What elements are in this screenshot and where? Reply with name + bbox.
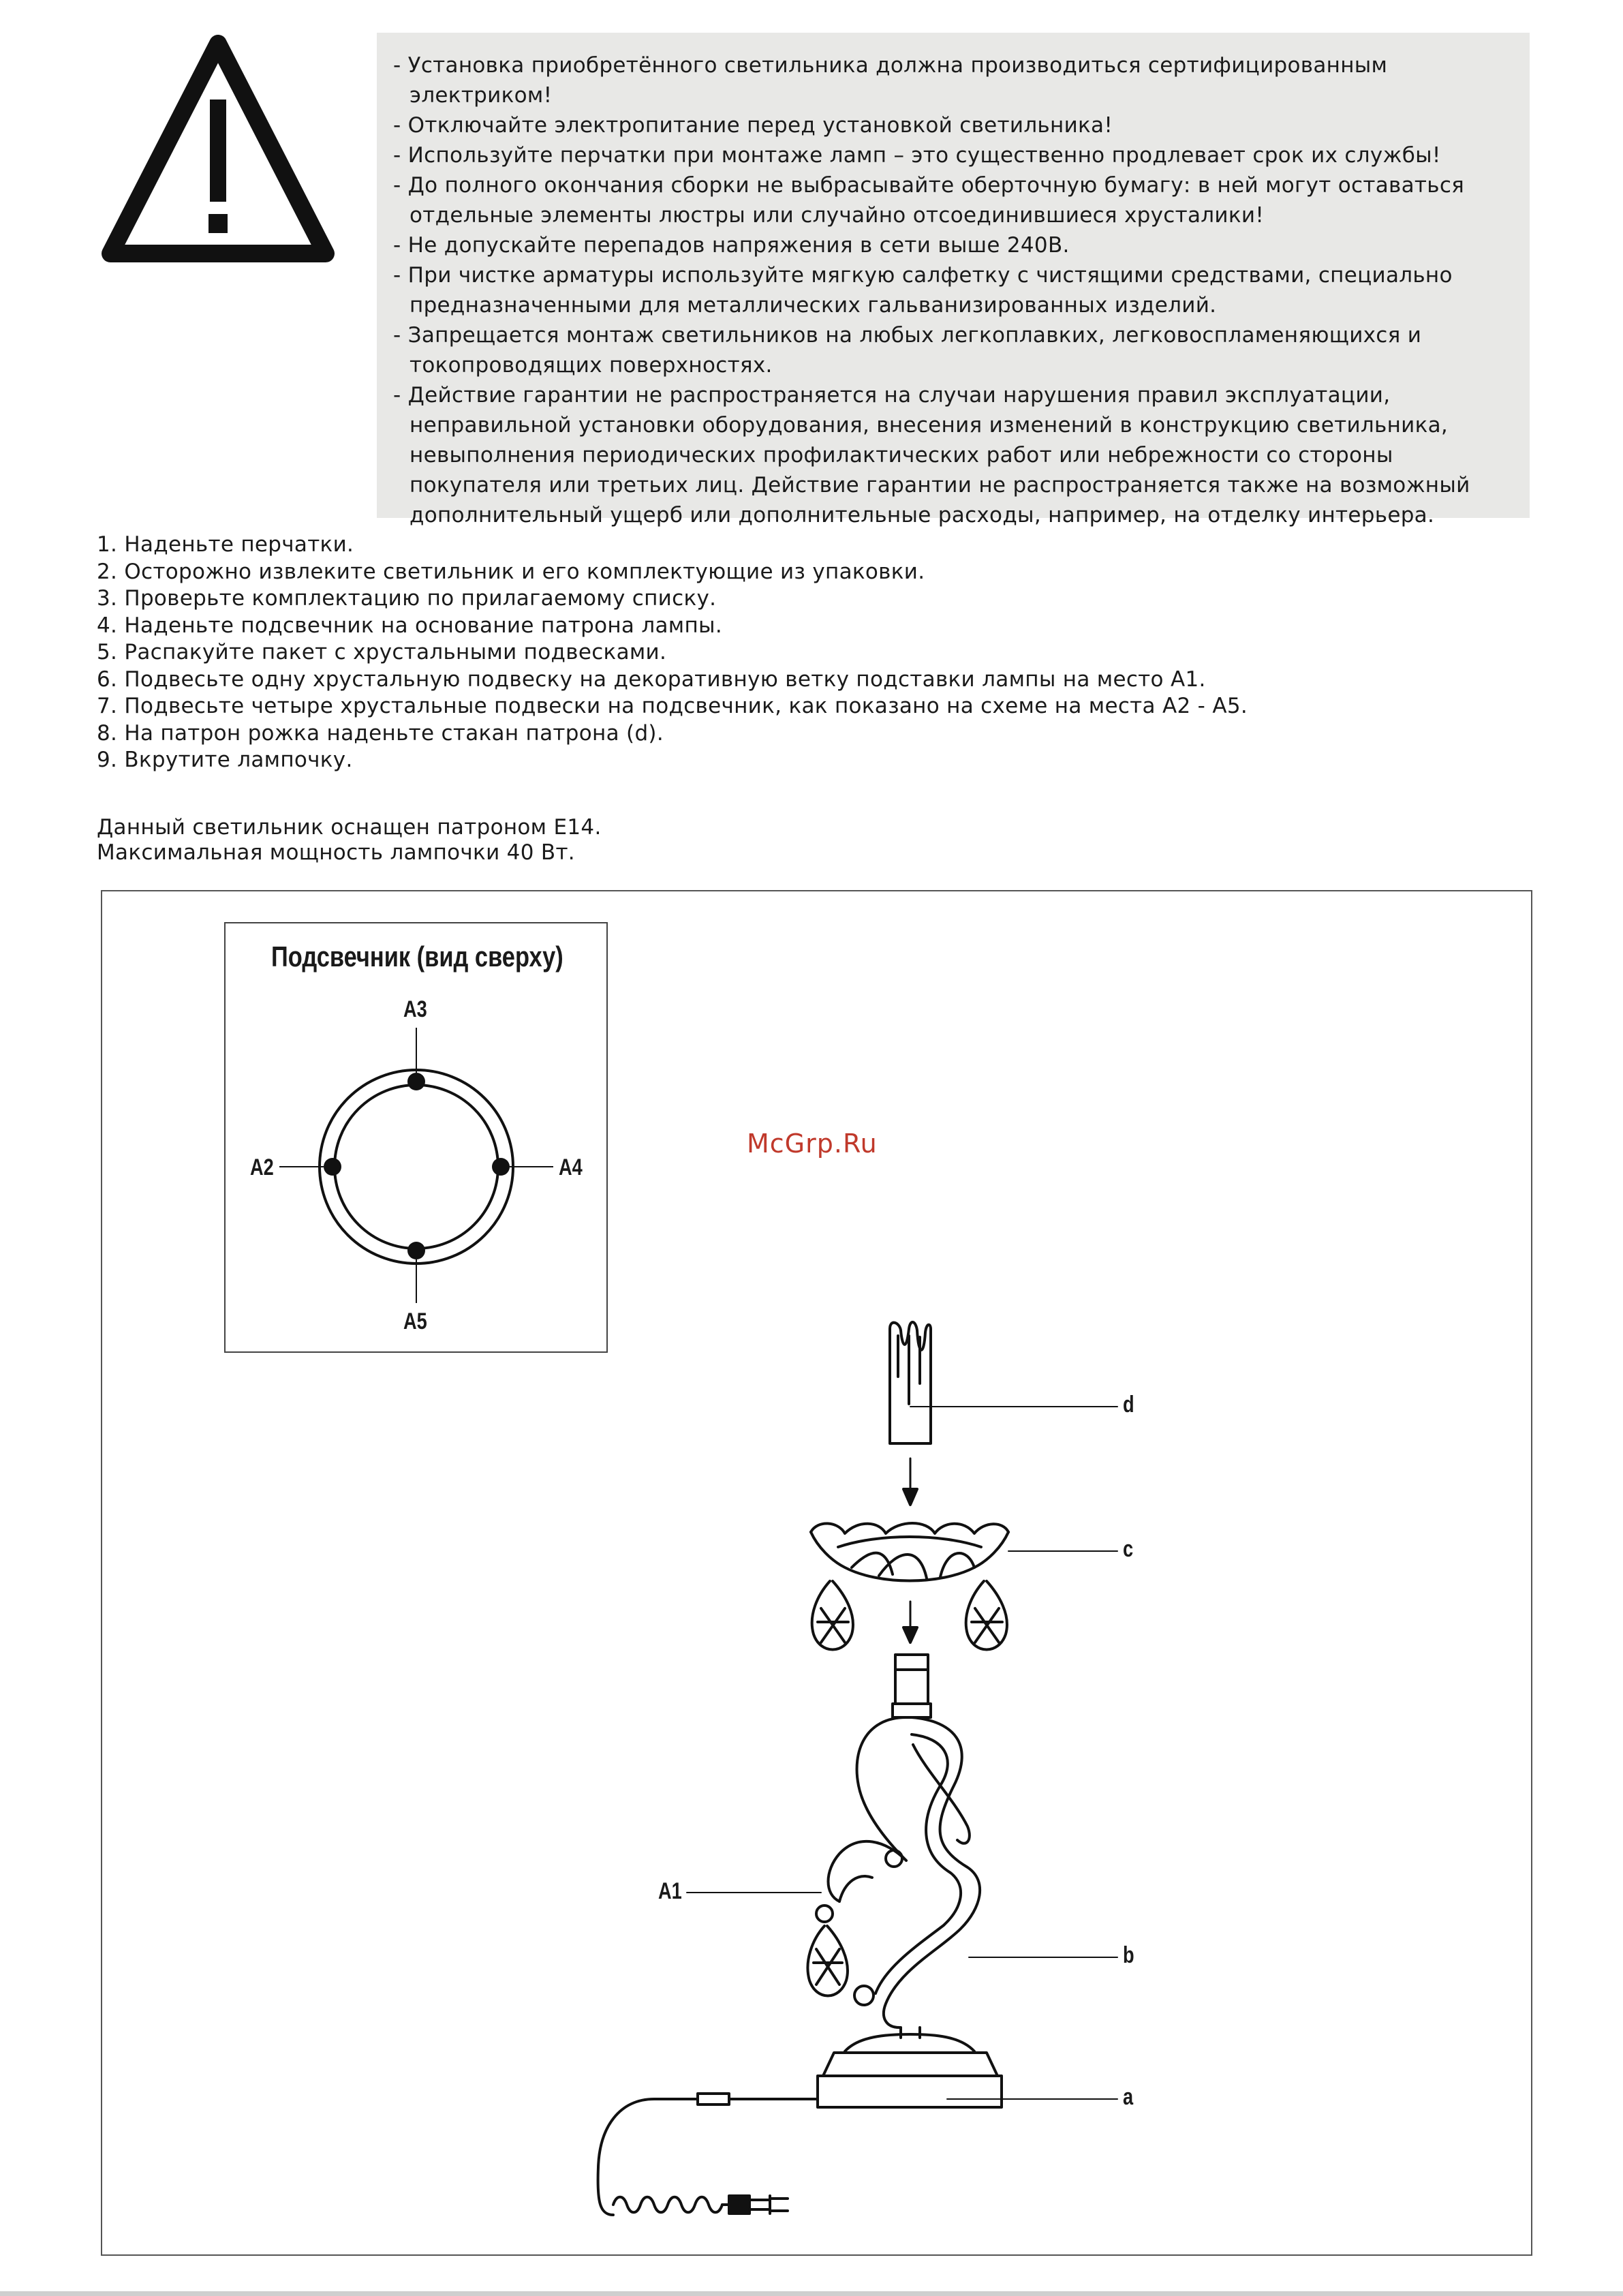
label-a3: А3 [403, 996, 427, 1022]
part-label-a1: A1 [658, 1878, 682, 1904]
warning-box [377, 33, 1530, 527]
step-item: 7. Подвесьте четыре хрустальные подвески на подсвечник, как показано на схеме на места А2 - А5. [97, 694, 1248, 718]
part-label-b: b [1123, 1942, 1134, 1968]
installation-steps [97, 532, 1528, 774]
part-label-c: c [1123, 1536, 1134, 1562]
step-item: 3. Проверьте комплектацию по прилагаемому списку. [97, 586, 717, 611]
socket-note: Данный светильник оснащен патроном Е14. [97, 815, 602, 840]
step-item: 9. Вкрутите лампочку. [97, 748, 353, 772]
warning-triangle-icon [101, 31, 335, 263]
part-label-d: d [1123, 1392, 1134, 1418]
inset-title: Подсвечник (вид сверху) [271, 940, 563, 973]
watermark: McGrp.Ru [747, 1129, 878, 1159]
warning-item: - Не допускайте перепадов напряжения в сети выше 240В. [393, 233, 1070, 258]
warning-item: - Запрещается монтаж светильников на любых легкоплавких, легковоспламеняющихся и токопроводящих поверхностях. [393, 323, 1422, 378]
candle-cup-top-view-frame [224, 922, 608, 1353]
warning-item: - При чистке арматуры используйте мягкую салфетку с чистящими средствами, специально предназначенными для металлических гальванизированных изделий. [393, 263, 1453, 318]
warning-item: - Используйте перчатки при монтаже ламп – это существенно продлевает срок их службы! [393, 143, 1441, 168]
step-item: 5. Распакуйте пакет с хрустальными подвесками. [97, 640, 667, 664]
label-a4: А4 [559, 1154, 583, 1180]
step-item: 1. Наденьте перчатки. [97, 532, 354, 557]
step-item: 6. Подвесьте одну хрустальную подвеску на декоративную ветку подставки лампы на место А1. [97, 667, 1206, 692]
step-item: 8. На патрон рожка наденьте стакан патрона (d). [97, 720, 664, 746]
warning-item: - До полного окончания сборки не выбрасывайте оберточную бумагу: в ней могут оставаться отдельные элементы люстры или случайно отсоединившиеся хрусталики! [393, 173, 1465, 228]
part-label-a: a [1123, 2084, 1134, 2110]
warning-item: - Действие гарантии не распространяется на случаи нарушения правил эксплуатации, неправильной установки оборудования, внесения изменений в конструкцию светильника, невыполнения периодических профилактических работ или небрежности со стороны покупателя или третьих лиц. Действие гарантии не распространяется также на возможный дополнительный ущерб или дополнительные расходы, например, на отделку интерьера. [393, 383, 1470, 527]
bottom-rule [0, 2291, 1623, 2296]
step-item: 4. Наденьте подсвечник на основание патрона лампы. [97, 613, 722, 638]
label-a5: А5 [403, 1308, 427, 1334]
warning-item: - Отключайте электропитание перед установкой светильника! [393, 113, 1113, 138]
specs-notes [97, 815, 1119, 866]
power-note: Максимальная мощность лампочки 40 Вт. [97, 840, 575, 865]
warning-item: - Установка приобретённого светильника должна производиться сертифицированным электриком! [393, 53, 1388, 108]
label-a2: А2 [250, 1154, 274, 1180]
step-item: 2. Осторожно извлеките светильник и его комплектующие из упаковки. [97, 559, 925, 584]
